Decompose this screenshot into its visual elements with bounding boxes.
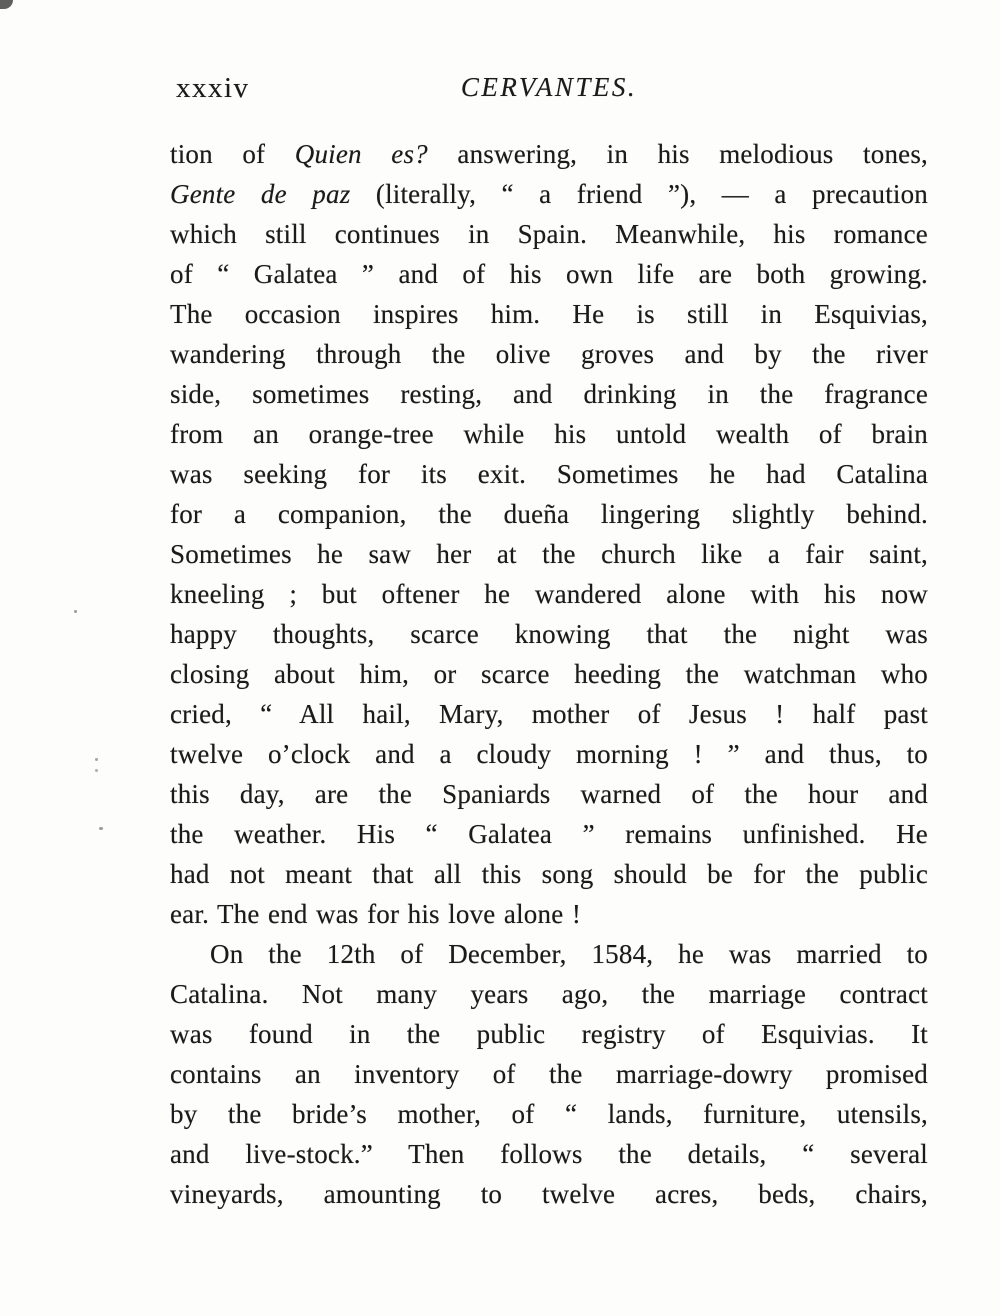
text-line bbox=[170, 774, 928, 814]
page-header bbox=[170, 70, 928, 116]
text-line bbox=[170, 1174, 928, 1214]
text-segment: of “ Galatea ” and of his own life are both growing. bbox=[170, 259, 928, 289]
text-line bbox=[170, 734, 928, 774]
text-segment: by the bride’s mother, of “ lands, furniture, utensils, bbox=[170, 1099, 928, 1129]
text-line bbox=[170, 134, 928, 174]
page-number-folio: xxxiv bbox=[176, 72, 250, 104]
text-line bbox=[170, 574, 928, 614]
text-segment: Sometimes he saw her at the church like a fair saint, bbox=[170, 539, 928, 569]
text-segment: Catalina. Not many years ago, the marriage contract bbox=[170, 979, 928, 1009]
scan-speck bbox=[95, 769, 98, 772]
text-line bbox=[170, 894, 928, 934]
text-line bbox=[170, 374, 928, 414]
text-line bbox=[170, 974, 928, 1014]
text-line bbox=[170, 1014, 928, 1054]
text-segment: which still continues in Spain. Meanwhile, his romance bbox=[170, 219, 928, 249]
text-line bbox=[170, 534, 928, 574]
text-segment: from an orange-tree while his untold wealth of brain bbox=[170, 419, 928, 449]
text-block bbox=[170, 70, 928, 1214]
text-line bbox=[170, 1054, 928, 1094]
scan-speck bbox=[95, 758, 98, 761]
scan-speck bbox=[74, 610, 77, 613]
scan-speck bbox=[99, 827, 103, 830]
text-line bbox=[170, 174, 928, 214]
text-segment: for a companion, the dueña lingering slightly behind. bbox=[170, 499, 928, 529]
text-segment: The occasion inspires him. He is still in Esquivias, bbox=[170, 299, 928, 329]
text-segment: happy thoughts, scarce knowing that the night was bbox=[170, 619, 928, 649]
text-line bbox=[170, 654, 928, 694]
text-line bbox=[170, 254, 928, 294]
italic-phrase: Quien es? bbox=[294, 139, 428, 169]
text-line bbox=[170, 494, 928, 534]
text-line bbox=[170, 294, 928, 334]
text-segment: side, sometimes resting, and drinking in the fragrance bbox=[170, 379, 928, 409]
text-line bbox=[170, 694, 928, 734]
text-segment: and live-stock.” Then follows the details, “ several bbox=[170, 1139, 928, 1169]
text-line bbox=[170, 814, 928, 854]
text-segment: the weather. His “ Galatea ” remains unfinished. He bbox=[170, 819, 928, 849]
text-line bbox=[170, 1094, 928, 1134]
text-segment: On the 12th of December, 1584, he was married to bbox=[210, 939, 928, 969]
text-line bbox=[170, 334, 928, 374]
text-segment: this day, are the Spaniards warned of the hour and bbox=[170, 779, 928, 809]
text-line bbox=[170, 454, 928, 494]
text-line bbox=[170, 214, 928, 254]
text-segment: was found in the public registry of Esquivias. It bbox=[170, 1019, 928, 1049]
text-segment: had not meant that all this song should be for the public bbox=[170, 859, 928, 889]
italic-phrase: Gente de paz bbox=[170, 179, 351, 209]
text-segment: ear. The end was for his love alone ! bbox=[170, 899, 582, 929]
text-segment: kneeling ; but oftener he wandered alone with his now bbox=[170, 579, 928, 609]
text-segment: contains an inventory of the marriage-dowry promised bbox=[170, 1059, 928, 1089]
text-line bbox=[170, 614, 928, 654]
text-segment: twelve o’clock and a cloudy morning ! ” and thus, to bbox=[170, 739, 928, 769]
text-segment: (literally, “ a friend ”), — a precaution bbox=[350, 179, 929, 209]
running-title: CERVANTES. bbox=[460, 72, 638, 102]
text-segment: tion of bbox=[170, 139, 295, 169]
text-line bbox=[170, 854, 928, 894]
text-line bbox=[170, 1134, 928, 1174]
text-line bbox=[170, 934, 928, 974]
scan-corner-mark bbox=[0, 0, 13, 9]
text-segment: was seeking for its exit. Sometimes he had Catalina bbox=[170, 459, 928, 489]
text-segment: vineyards, amounting to twelve acres, beds, chairs, bbox=[170, 1179, 928, 1209]
text-segment: answering, in his melodious tones, bbox=[427, 139, 928, 169]
text-segment: wandering through the olive groves and by the river bbox=[170, 339, 928, 369]
text-segment: cried, “ All hail, Mary, mother of Jesus ! half past bbox=[170, 699, 928, 729]
text-line bbox=[170, 414, 928, 454]
text-segment: closing about him, or scarce heeding the watchman who bbox=[170, 659, 928, 689]
body-text bbox=[170, 134, 928, 1214]
